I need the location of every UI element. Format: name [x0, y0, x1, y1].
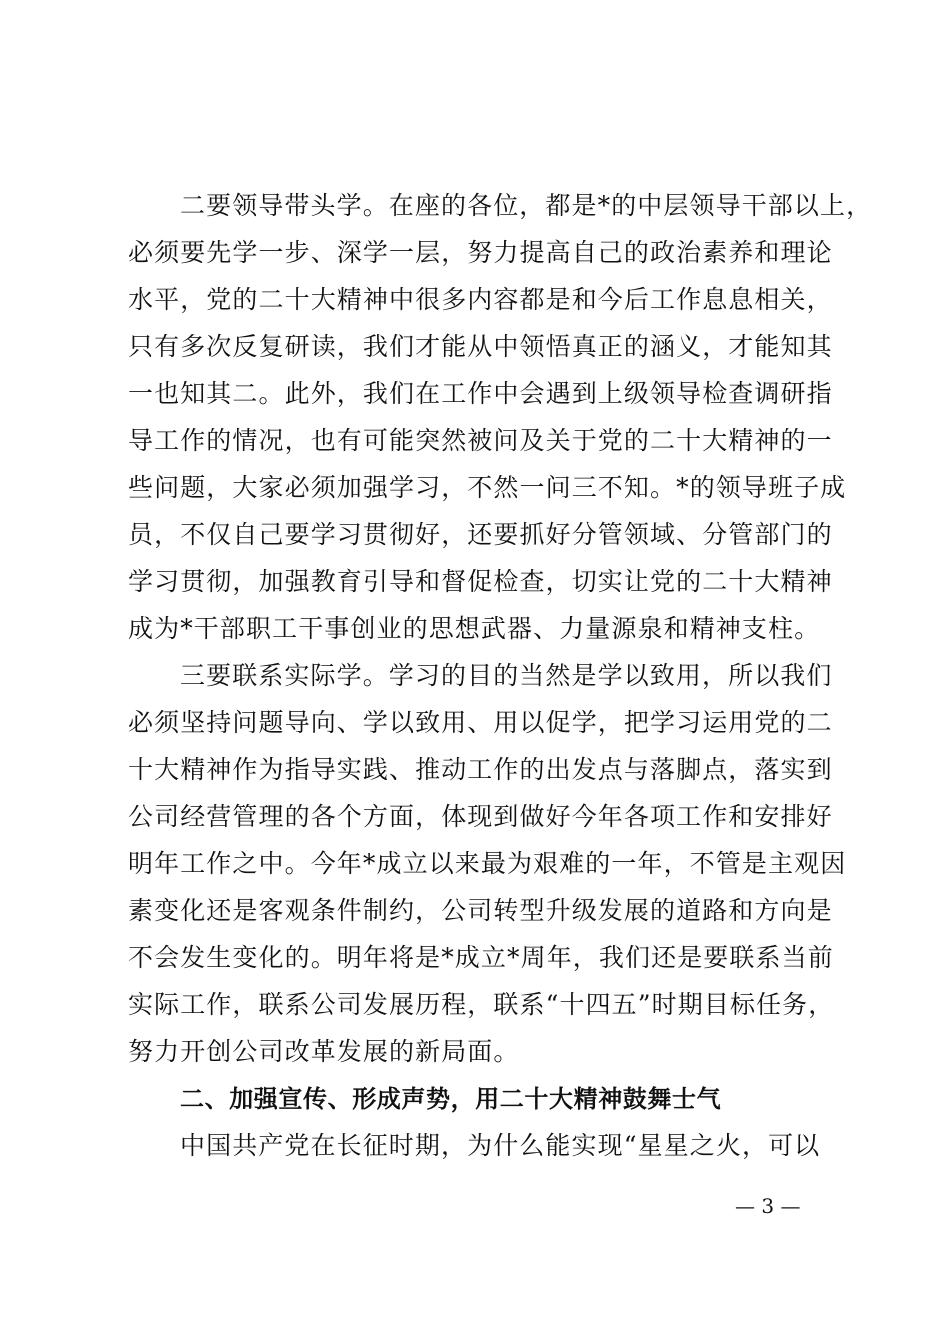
- paragraph-line: 水平，党的二十大精神中很多内容都是和今后工作息息相关，: [128, 285, 833, 314]
- paragraph-line: 公司经营管理的各个方面，体现到做好今年各项工作和安排好: [128, 802, 833, 831]
- paragraph-line: 导工作的情况，也有可能突然被问及关于党的二十大精神的一: [128, 426, 833, 455]
- paragraph-line: 素变化还是客观条件制约，公司转型升级发展的道路和方向是: [128, 896, 833, 925]
- paragraph-line: 三要联系实际学。学习的目的当然是学以致用，所以我们: [180, 661, 833, 690]
- paragraph-line: 只有多次反复研读，我们才能从中领悟真正的涵义，才能知其: [128, 332, 833, 361]
- paragraph-line: 实际工作，联系公司发展历程，联系“十四五”时期目标任务，: [128, 990, 835, 1019]
- paragraph-line: 必须坚持问题导向、学以致用、用以促学，把学习运用党的二: [128, 708, 833, 737]
- paragraph-line: 明年工作之中。今年*成立以来最为艰难的一年，不管是主观因: [128, 849, 847, 878]
- paragraph-line: 一也知其二。此外，我们在工作中会遇到上级领导检查调研指: [128, 379, 833, 408]
- paragraph-line: 些问题，大家必须加强学习，不然一问三不知。*的领导班子成: [128, 473, 847, 502]
- paragraph-line: 员，不仅自己要学习贯彻好，还要抓好分管领域、分管部门的: [128, 520, 833, 549]
- paragraph-line: 二要领导带头学。在座的各位，都是*的中层领导干部以上，: [180, 191, 873, 220]
- paragraph-line: 十大精神作为指导实践、推动工作的出发点与落脚点，落实到: [128, 755, 833, 784]
- paragraph-line: 中国共产党在长征时期，为什么能实现“星星之火，可以: [180, 1131, 821, 1160]
- page-number: — 3 —: [735, 1194, 801, 1218]
- section-heading: 二、加强宣传、形成声势，用二十大精神鼓舞士气: [180, 1085, 722, 1113]
- paragraph-line: 成为*干部职工干事创业的思想武器、力量源泉和精神支柱。: [128, 614, 821, 643]
- paragraph-line: 学习贯彻，加强教育引导和督促检查，切实让党的二十大精神: [128, 567, 833, 596]
- paragraph-line: 努力开创公司改革发展的新局面。: [128, 1037, 520, 1066]
- paragraph-line: 必须要先学一步、深学一层，努力提高自己的政治素养和理论: [128, 238, 833, 267]
- paragraph-line: 不会发生变化的。明年将是*成立*周年，我们还是要联系当前: [128, 943, 834, 972]
